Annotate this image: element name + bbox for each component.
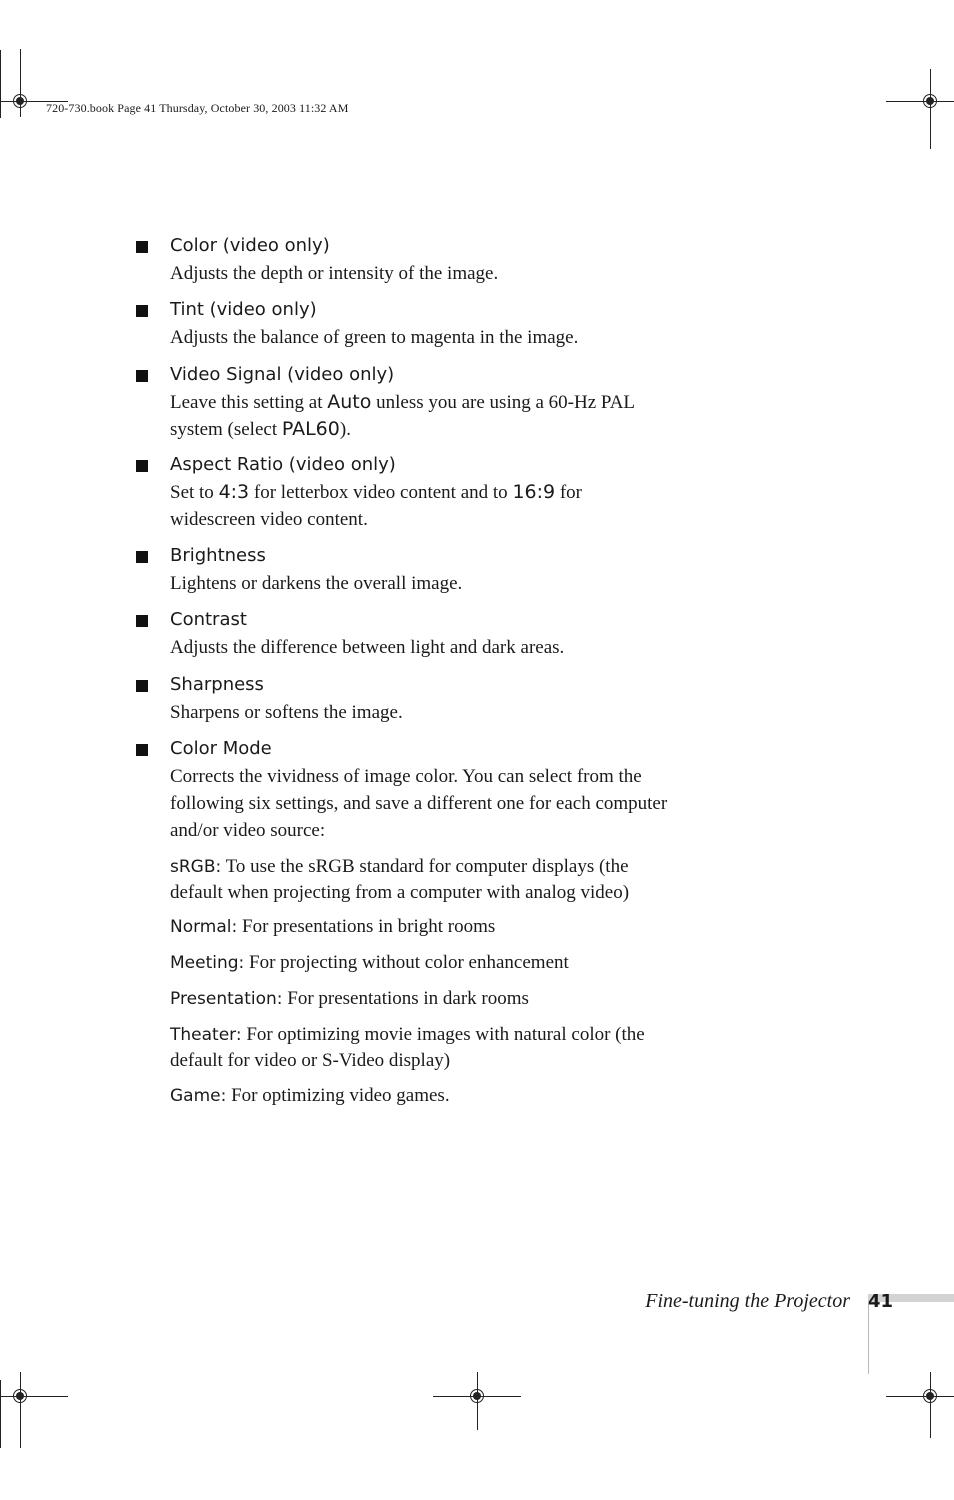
page-number: 41 <box>868 1291 894 1312</box>
mode-description: For presentations in bright rooms <box>237 916 496 937</box>
setting-description: Set to 4:3 for letterbox video content and to 16:9 for widescreen video content. <box>170 481 583 530</box>
setting-title: Sharpness <box>170 674 264 695</box>
bullet-icon <box>136 680 148 692</box>
setting-title: Contrast <box>170 609 247 630</box>
setting-title: Color Mode <box>170 738 272 759</box>
mode-name: Game: <box>170 1086 227 1106</box>
mode-description: For presentations in dark rooms <box>282 988 529 1009</box>
color-mode-theater <box>170 1022 670 1073</box>
color-mode-meeting <box>170 950 670 976</box>
mode-name: sRGB: <box>170 857 222 877</box>
mode-description: For optimizing movie images with natural color (the default for video or S-Video display) <box>170 1024 645 1071</box>
setting-description: Lightens or darkens the overall image. <box>170 573 463 594</box>
bullet-icon <box>136 241 148 253</box>
option-4-3: 4:3 <box>218 481 250 503</box>
setting-description: Adjusts the difference between light and dark areas. <box>170 637 565 658</box>
mode-description: To use the sRGB standard for computer displays (the default when projecting from a computer with analog video) <box>170 856 630 903</box>
setting-description: Adjusts the depth or intensity of the image. <box>170 263 499 284</box>
setting-description: Leave this setting at Auto unless you are using a 60-Hz PAL system (select PAL60). <box>170 391 635 440</box>
section-title: Fine-tuning the Projector <box>645 1290 850 1312</box>
option-auto: Auto <box>327 391 372 413</box>
crop-line-left-bottom <box>0 1380 1 1448</box>
mode-description: For projecting without color enhancement <box>244 952 569 973</box>
option-16-9: 16:9 <box>512 481 556 503</box>
crop-line-left <box>0 50 1 118</box>
setting-description: Sharpens or softens the image. <box>170 702 403 723</box>
setting-description: Corrects the vividness of image color. You can select from the following six settings, and save a different one for each computer and/or video source: <box>170 766 668 841</box>
color-mode-presentation <box>170 986 670 1012</box>
mode-description: For optimizing video games. <box>226 1085 450 1106</box>
color-mode-srgb <box>170 854 670 905</box>
bullet-icon <box>136 305 148 317</box>
option-pal60: PAL60 <box>281 418 340 440</box>
mode-name: Presentation: <box>170 989 283 1009</box>
setting-title: Color (video only) <box>170 235 330 256</box>
setting-description: Adjusts the balance of green to magenta in the image. <box>170 327 579 348</box>
setting-title: Tint (video only) <box>170 299 317 320</box>
color-mode-normal <box>170 914 670 940</box>
bullet-icon <box>136 370 148 382</box>
color-mode-game <box>170 1083 670 1109</box>
bullet-icon <box>136 551 148 563</box>
mode-name: Theater: <box>170 1025 242 1045</box>
bullet-icon <box>136 615 148 627</box>
mode-name: Normal: <box>170 917 238 937</box>
setting-title: Video Signal (video only) <box>170 364 395 385</box>
bullet-icon <box>136 460 148 472</box>
setting-title: Aspect Ratio (video only) <box>170 454 396 475</box>
setting-title: Brightness <box>170 545 266 566</box>
footer-divider <box>868 1302 869 1374</box>
book-info-header: 720-730.book Page 41 Thursday, October 30, 2003 11:32 AM <box>46 101 349 115</box>
mode-name: Meeting: <box>170 953 245 973</box>
bullet-icon <box>136 744 148 756</box>
